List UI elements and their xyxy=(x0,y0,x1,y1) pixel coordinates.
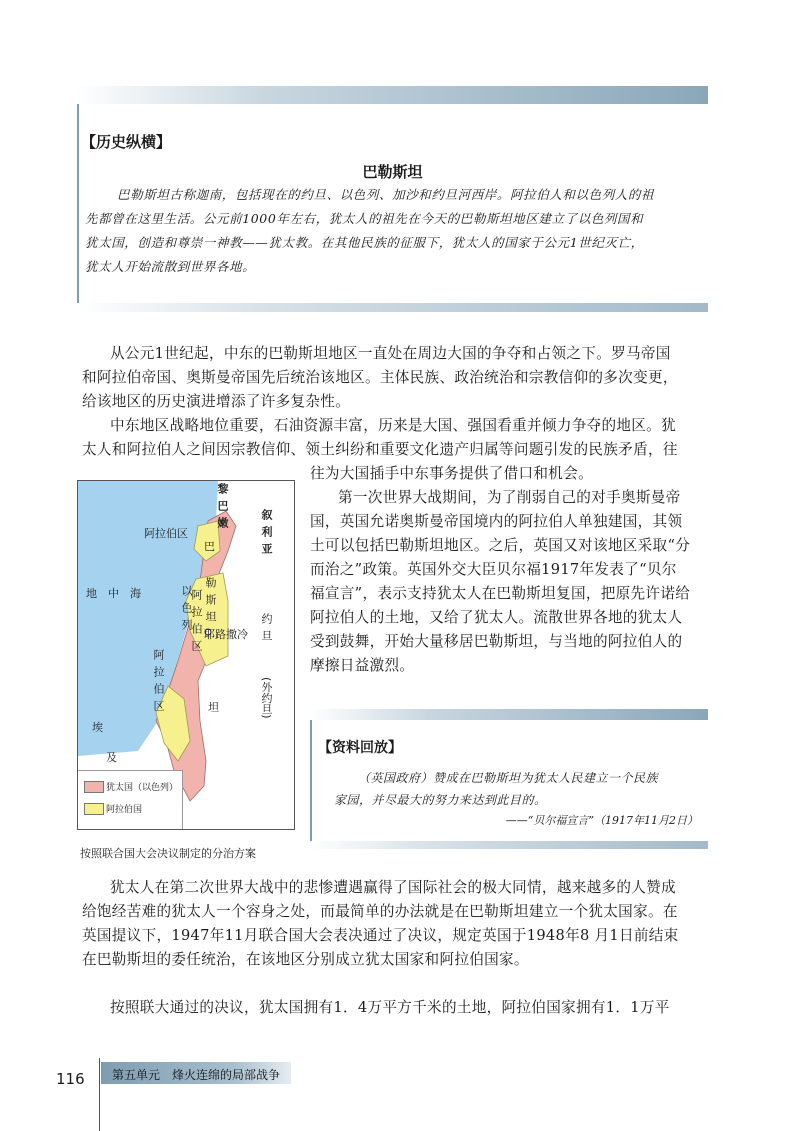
quote-line: 家园，并尽最大的努力来达到此目的。 xyxy=(334,793,547,807)
history-line: 巴勒斯坦古称迦南，包括现在的约旦、以色列、加沙和约旦河西岸。阿拉伯人和以色列人的祖 xyxy=(117,187,655,202)
map-label-mediterranean: 地 中 海 xyxy=(86,587,141,600)
quote-box-label: 【资料回放】 xyxy=(318,740,402,756)
legend-swatch-jewish xyxy=(84,781,104,793)
text-line: 给该地区的历史演进增添了许多复杂性。 xyxy=(82,393,351,410)
history-box-bottom-bar xyxy=(77,303,708,312)
history-line: 先都曾在这里生活。公元前1000年左右，犹太人的祖先在今天的巴勒斯坦地区建立了以色列国和 xyxy=(85,211,644,226)
map-caption: 按照联合国大会决议制定的分治方案 xyxy=(80,847,256,860)
text-line: 国，英国允诺奥斯曼帝国境内的阿拉伯人单独建国，其领 xyxy=(310,513,683,530)
page-number: 116 xyxy=(56,1070,85,1088)
partition-map xyxy=(77,480,295,830)
text-line: 中东地区战略地位重要，石油资源丰富，历来是大国、强国看重并倾力争夺的地区。犹 xyxy=(110,417,676,434)
quote-box-top-bar xyxy=(310,709,708,720)
paragraph-5 xyxy=(82,996,712,1020)
quote-box xyxy=(310,709,708,851)
history-line: 犹太国，创造和尊崇一神教——犹太教。在其他民族的征服下，犹太人的国家于公元1世纪灭亡， xyxy=(85,235,644,250)
text-line: 按照联大通过的决议，犹太国拥有1．4万平方千米的土地，阿拉伯国家拥有1．1万平 xyxy=(110,999,670,1016)
map-label-egypt-1: 埃 xyxy=(92,721,103,734)
map-label-gaza: 阿拉伯区 xyxy=(152,649,165,717)
history-box-title: 巴勒斯坦 xyxy=(362,163,423,181)
history-box-top-bar xyxy=(77,86,708,104)
text-line: 而治之”政策。英国外交大臣贝尔福1917年发表了“贝尔 xyxy=(310,561,677,578)
text-line: 土可以包括巴勒斯坦地区。之后，英国又对该地区采取“分 xyxy=(310,537,691,554)
text-line: 犹太人在第二次世界大战中的悲惨遭遇赢得了国际社会的极大同情，越来越多的人赞成 xyxy=(110,879,676,896)
paragraph-4 xyxy=(82,876,712,972)
legend-swatch-arab xyxy=(84,803,104,815)
text-line: 在巴勒斯坦的委任统治，在该地区分别成立犹太国家和阿拉伯国家。 xyxy=(82,951,529,968)
map-legend xyxy=(78,770,183,829)
text-line: 英国提议下，1947年11月联合国大会表决通过了决议，规定英国于1948年8 月1日前结束 xyxy=(82,927,679,944)
paragraph-2 xyxy=(82,414,712,462)
map-label-lesitan: 勒斯坦 xyxy=(204,577,217,628)
map-label-arab-area-north: 阿拉伯区 xyxy=(144,527,188,540)
history-line: 犹太人开始流散到世界各地。 xyxy=(85,259,256,274)
history-box-left-line xyxy=(77,104,79,303)
quote-line: （英国政府）赞成在巴勒斯坦为犹太人民建立一个民族 xyxy=(358,771,659,785)
map-label-palestine-tail: 坦 xyxy=(208,701,219,714)
quote-source: ——“贝尔福宣言”（1917年11月2日） xyxy=(505,814,698,827)
legend-label-arab: 阿拉伯国 xyxy=(106,805,143,815)
legend-label-jewish: 犹太国（以色列） xyxy=(106,783,179,793)
map-label-jerusalem: 耶路撒冷 xyxy=(204,628,248,641)
text-line: 受到鼓舞，开始大量移居巴勒斯坦，与当地的阿拉伯人的 xyxy=(310,633,683,650)
text-line: 摩擦日益激烈。 xyxy=(310,657,415,674)
map-label-jordan: 约旦 xyxy=(260,613,273,647)
paragraph-1 xyxy=(82,342,712,414)
history-box-text xyxy=(85,183,705,279)
text-line: 和阿拉伯帝国、奥斯曼帝国先后统治该地区。主体民族、政治统治和宗教信仰的多次变更， xyxy=(82,369,678,386)
paragraph-2-tail: 往为大国插手中东事务提供了借口和机会。 xyxy=(310,465,593,482)
text-line: 给饱经苦难的犹太人一个容身之处，而最简单的办法就是在巴勒斯坦建立一个犹太国家。在 xyxy=(82,903,678,920)
text-line: 福宣言”，表示支持犹太人在巴勒斯坦复国，把原先许诺给 xyxy=(310,585,691,602)
history-box xyxy=(77,86,708,312)
unit-title: 第五单元 烽火连绵的局部战争 xyxy=(112,1068,281,1082)
text-line: 第一次世界大战期间，为了削弱自己的对手奥斯曼帝 xyxy=(338,489,681,506)
text-line: 太人和阿拉伯人之间因宗教信仰、领土纠纷和重要文化遗产归属等问题引发的民族矛盾，往 xyxy=(82,441,678,458)
history-box-label: 【历史纵横】 xyxy=(81,133,172,151)
map-label-egypt-2: 及 xyxy=(106,751,117,764)
map-label-lebanon: 黎巴嫩 xyxy=(216,483,229,534)
footer-divider xyxy=(99,1058,100,1131)
map-label-transjordan: (外约旦) xyxy=(260,677,273,719)
map-label-west-bank: 阿拉伯区 xyxy=(190,589,203,657)
text-line: 从公元1世纪起，中东的巴勒斯坦地区一直处在周边大国的争夺和占领之下。罗马帝国 xyxy=(110,345,671,362)
map-label-israel: 以色列 xyxy=(180,585,193,636)
quote-box-bottom-bar xyxy=(310,841,708,849)
quote-box-left-line xyxy=(310,720,312,841)
text-line: 阿拉伯人的土地，又给了犹太人。流散世界各地的犹太人 xyxy=(310,609,683,626)
quote-box-text xyxy=(334,767,702,811)
map-label-ba: 巴 xyxy=(204,540,215,553)
paragraph-3 xyxy=(310,486,710,678)
map-label-syria: 叙利亚 xyxy=(260,509,273,560)
